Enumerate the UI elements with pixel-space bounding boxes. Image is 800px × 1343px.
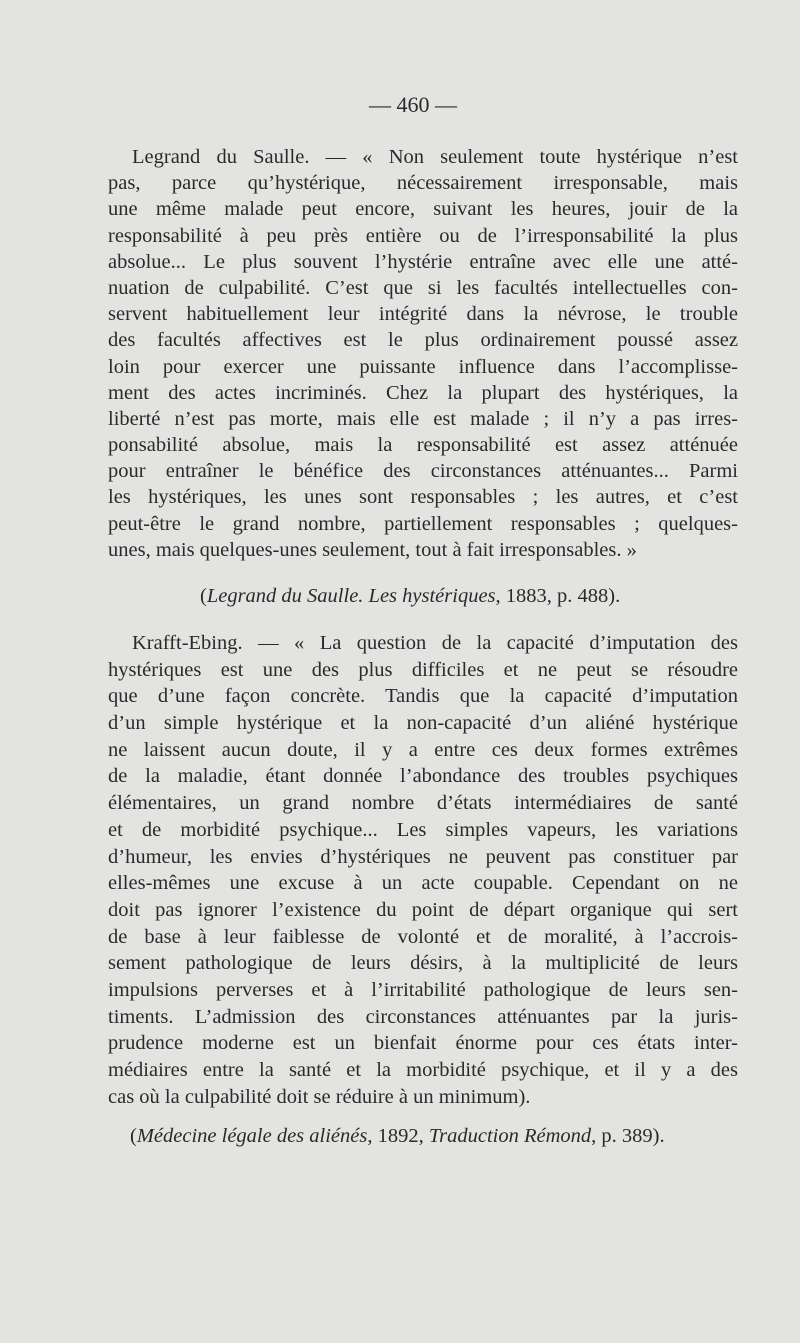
text-line: unes, mais quelques-unes seulement, tout à fait irresponsables. » [108,538,637,561]
text-line: doit pas ignorer l’existence du point de départ organique qui sert [108,898,738,921]
text-line: médiaires entre la santé et la morbidité psychique, et il y a des [108,1059,738,1081]
text-line: et de morbidité psychique... Les simples vapeurs, les variations [108,818,738,841]
text-line: loin pour exercer une puissante influence dans l’accomplisse- [108,355,738,378]
text-line: timents. L’admission des circonstances atténuantes par la juris- [108,1005,738,1028]
text-line: nuation de culpabilité. C’est que si les facultés intellectuelles con- [108,276,738,299]
text-line: hystériques est une des plus difficiles et ne peut se résoudre [108,658,738,681]
text-line: servent habituellement leur intégrité dans la névrose, le trouble [108,303,738,326]
citation-year: , 1892, [367,1125,429,1147]
text-line: elles-mêmes une excuse à un acte coupable. Cependant on ne [108,872,738,895]
text-line: une même malade peut encore, suivant les heures, jouir de la [108,198,738,221]
text-line: les hystériques, les unes sont responsables ; les autres, et c’est [108,486,738,509]
citation-paren: ( [130,1125,137,1147]
citation-translation: Traduction Rémond [428,1125,592,1147]
text-line: d’un simple hystérique et la non-capacité d’un aliéné hystérique [108,712,738,735]
citation-work: Legrand du Saulle. Les hystériques [206,585,496,607]
text-line: ment des actes incriminés. Chez la plupart des hystériques, la [108,381,738,404]
text-line: ponsabilité absolue, mais la responsabilité est assez atténuée [108,434,738,457]
citation-reference: , 1883, p. 488). [495,585,621,607]
text-line: prudence moderne est un bienfait énorme pour ces états inter- [108,1032,738,1055]
citation-krafft-ebing [130,1125,665,1148]
text-line: pas, parce qu’hystérique, nécessairement irresponsable, mais [108,172,738,195]
text-line: de base à leur faiblesse de volonté et de moralité, à l’accrois- [108,925,738,948]
text-line: impulsions perverses et à l’irritabilité pathologique de leurs sen- [108,978,738,1001]
text-line: sement pathologique de leurs désirs, à la multiplicité de leurs [108,952,738,975]
text-line: d’humeur, les envies d’hystériques ne peuvent pas constituer par [108,845,738,868]
text-line: ne laissent aucun doute, il y a entre ces deux formes extrêmes [108,738,738,761]
text-line: pour entraîner le bénéfice des circonstances atténuantes... Parmi [108,460,738,483]
text-line: des facultés affectives est le plus ordinairement poussé assez [108,329,738,352]
text-line: Legrand du Saulle. — « Non seulement toute hystérique n’est [132,146,738,168]
page-number: — 460 — [369,92,457,117]
paragraph-krafft-ebing [108,630,738,1110]
text-line: de la maladie, étant donnée l’abondance des troubles psychiques [108,765,738,788]
paragraph-legrand-du-saulle [108,144,738,563]
text-line: liberté n’est pas morte, mais elle est malade ; il n’y a pas irres- [108,407,738,430]
text-line: responsabilité à peu près entière ou de l’irresponsabilité la plus [108,224,738,247]
text-line: cas où la culpabilité doit se réduire à un minimum). [108,1085,531,1108]
text-line: élémentaires, un grand nombre d’états intermédiaires de santé [108,792,738,815]
citation-reference: , p. 389). [591,1125,665,1147]
text-line: Krafft-Ebing. — « La question de la capacité d’imputation des [132,632,738,654]
citation-work: Médecine légale des aliénés [136,1125,368,1147]
text-line: que d’une façon concrète. Tandis que la capacité d’imputation [108,685,738,708]
text-line: peut-être le grand nombre, partiellement responsables ; quelques- [108,512,738,535]
citation-legrand-du-saulle [200,585,620,608]
text-line: absolue... Le plus souvent l’hystérie entraîne avec elle une atté- [108,250,738,273]
citation-paren: ( [200,585,207,607]
